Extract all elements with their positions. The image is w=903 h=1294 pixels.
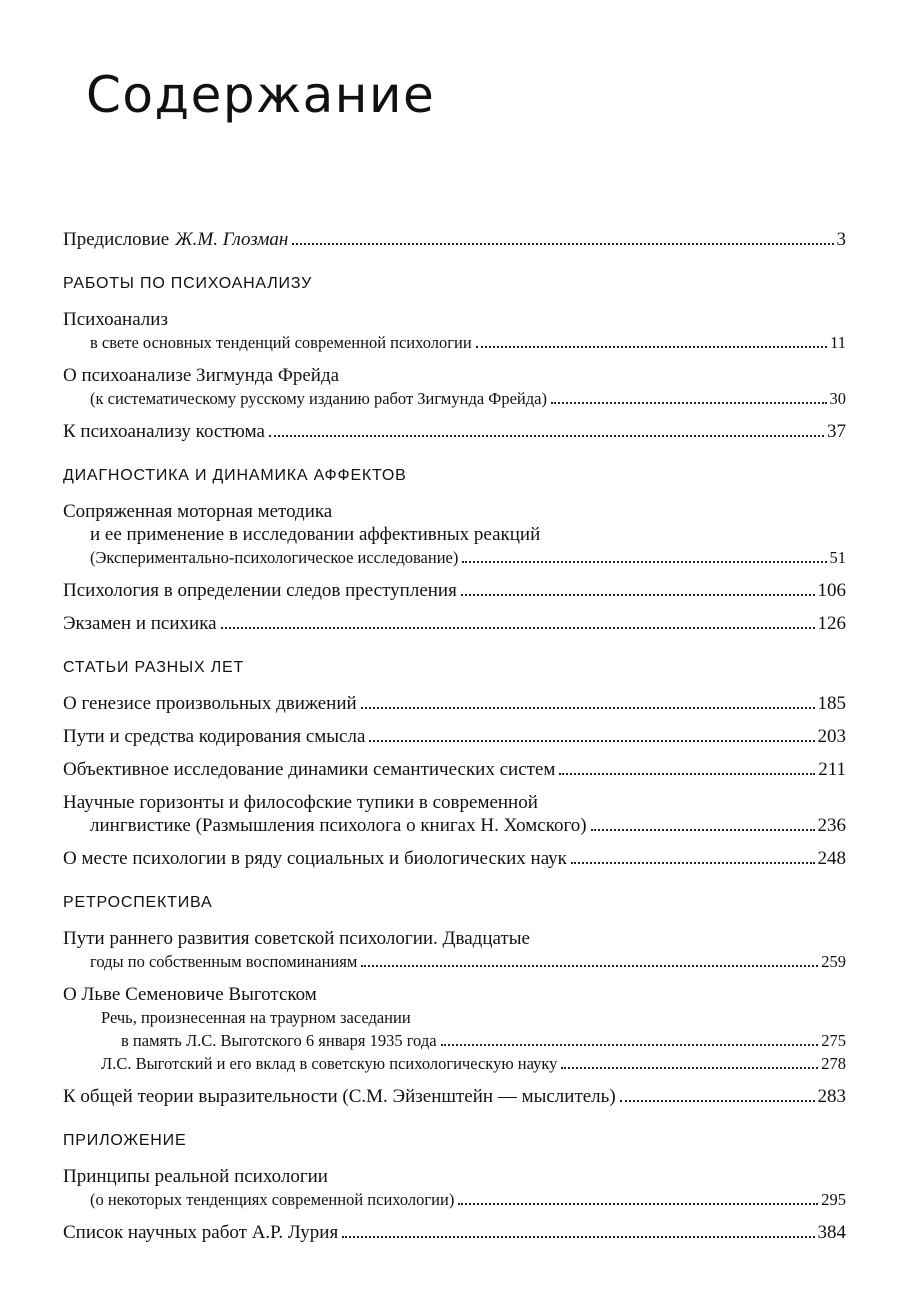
toc-entry[interactable]	[63, 725, 846, 748]
dot-leader	[361, 707, 815, 709]
page-number: 248	[817, 848, 846, 869]
page-number: 259	[821, 952, 846, 971]
entry-subtitle: Речь, произнесенная на траурном заседании	[101, 1008, 411, 1027]
toc-line	[63, 612, 846, 635]
page-number: 106	[817, 580, 846, 601]
entry-subtitle: лингвистике (Размышления психолога о книгах Н. Хомского)	[90, 815, 587, 836]
toc-entry-preface[interactable]	[63, 228, 846, 251]
page-number: 211	[818, 759, 846, 780]
entry-title: Сопряженная моторная методика	[63, 501, 333, 522]
toc-entry[interactable]	[63, 308, 846, 354]
dot-leader	[292, 243, 833, 245]
entry-title: О психоанализе Зигмунда Фрейда	[63, 365, 340, 386]
toc-line	[63, 758, 846, 781]
dot-leader	[342, 1236, 814, 1238]
entry-title: Пути раннего развития советской психологии. Двадцатые	[63, 928, 530, 949]
entry-title: Список научных работ А.Р. Лурия	[63, 1222, 339, 1243]
entry-title: К общей теории выразительности (С.М. Эйзенштейн — мыслитель)	[63, 1086, 616, 1107]
toc-entry[interactable]	[63, 791, 846, 837]
toc-line	[63, 692, 846, 715]
section-heading: РАБОТЫ ПО ПСИХОАНАЛИЗУ	[63, 275, 313, 292]
preface-label: Предисловие	[63, 229, 170, 250]
dot-leader	[476, 346, 827, 348]
page-number: 126	[817, 613, 846, 634]
dot-leader	[221, 627, 815, 629]
dot-leader	[561, 1067, 818, 1069]
entry-title: Психоанализ	[63, 309, 168, 330]
entry-subtitle: (о некоторых тенденциях современной психологии)	[90, 1190, 455, 1209]
toc-line	[63, 387, 846, 410]
entry-title: О генезисе произвольных движений	[63, 693, 357, 714]
page-number: 203	[817, 726, 846, 747]
toc-line	[63, 1188, 846, 1211]
dot-leader	[462, 561, 826, 563]
toc-line	[63, 950, 846, 973]
entry-subtitle: в память Л.С. Выготского 6 января 1935 года	[121, 1031, 437, 1050]
page-number: 278	[821, 1054, 846, 1073]
toc-entry[interactable]	[63, 847, 846, 870]
toc-line	[63, 579, 846, 602]
dot-leader	[269, 435, 824, 437]
toc-entry[interactable]	[63, 420, 846, 443]
entry-title: Экзамен и психика	[63, 613, 217, 634]
entry-title: О месте психологии в ряду социальных и биологических наук	[63, 848, 567, 869]
page-number: 295	[821, 1190, 846, 1209]
page-number: 185	[817, 693, 846, 714]
toc-entry[interactable]	[63, 1221, 846, 1244]
toc-entry[interactable]	[63, 364, 846, 410]
dot-leader	[551, 402, 827, 404]
dot-leader	[591, 829, 815, 831]
page-number: 275	[821, 1031, 846, 1050]
dot-leader	[441, 1044, 819, 1046]
section-heading: ДИАГНОСТИКА И ДИНАМИКА АФФЕКТОВ	[63, 467, 407, 484]
toc-line	[63, 228, 846, 251]
entry-subtitle: (Экспериментально-психологическое исследование)	[90, 548, 459, 567]
entry-title: Научные горизонты и философские тупики в современной	[63, 792, 538, 813]
toc-entry[interactable]	[63, 927, 846, 973]
toc-line	[63, 1029, 846, 1052]
dot-leader	[369, 740, 814, 742]
toc-line	[63, 546, 846, 569]
entry-subtitle: (к систематическому русскому изданию работ Зигмунда Фрейда)	[90, 389, 547, 408]
page-number: 283	[817, 1086, 846, 1107]
toc-entry[interactable]	[63, 579, 846, 602]
page-number: 3	[836, 229, 846, 250]
section-heading: РЕТРОСПЕКТИВА	[63, 894, 213, 911]
toc-line	[63, 725, 846, 748]
entry-subtitle: и ее применение в исследовании аффективных реакций	[90, 524, 541, 545]
page-number: 51	[829, 548, 846, 567]
toc-entry[interactable]	[63, 758, 846, 781]
toc-entry[interactable]	[63, 500, 846, 569]
page-number: 37	[827, 421, 846, 442]
entry-subtitle: в свете основных тенденций современной психологии	[90, 333, 472, 352]
section-heading: ПРИЛОЖЕНИЕ	[63, 1132, 187, 1149]
toc-entry[interactable]	[63, 692, 846, 715]
page-number: 30	[829, 389, 846, 408]
toc-line	[63, 1085, 846, 1108]
page-number: 384	[817, 1222, 846, 1243]
entry-title: Пути и средства кодирования смысла	[63, 726, 366, 747]
dot-leader	[620, 1100, 815, 1102]
toc-entry[interactable]	[63, 612, 846, 635]
toc-line	[63, 847, 846, 870]
page-number: 236	[817, 815, 846, 836]
entry-title: К психоанализу костюма	[63, 421, 265, 442]
toc-entry[interactable]	[63, 983, 846, 1075]
toc-line	[63, 420, 846, 443]
dot-leader	[458, 1203, 818, 1205]
entry-title: О Льве Семеновиче Выготском	[63, 984, 317, 1005]
entry-subtitle: Л.С. Выготский и его вклад в советскую психологическую науку	[101, 1054, 558, 1073]
page-title: Содержание	[86, 66, 436, 124]
entry-title: Принципы реальной психологии	[63, 1166, 328, 1187]
dot-leader	[571, 862, 815, 864]
page-number: 11	[830, 333, 846, 352]
dot-leader	[559, 773, 815, 775]
dot-leader	[461, 594, 815, 596]
dot-leader	[361, 965, 818, 967]
section-heading: СТАТЬИ РАЗНЫХ ЛЕТ	[63, 659, 245, 676]
toc-line	[63, 814, 846, 837]
entry-subtitle: годы по собственным воспоминаниям	[90, 952, 358, 971]
toc-entry[interactable]	[63, 1085, 846, 1108]
toc-entry[interactable]	[63, 1165, 846, 1211]
toc-line	[63, 331, 846, 354]
entry-title: Объективное исследование динамики семантических систем	[63, 759, 556, 780]
preface-author: Ж.М. Глозман	[175, 229, 289, 250]
entry-title: Психология в определении следов преступления	[63, 580, 457, 601]
toc-line	[63, 1221, 846, 1244]
toc-line	[63, 1052, 846, 1075]
table-of-contents	[63, 228, 846, 1254]
